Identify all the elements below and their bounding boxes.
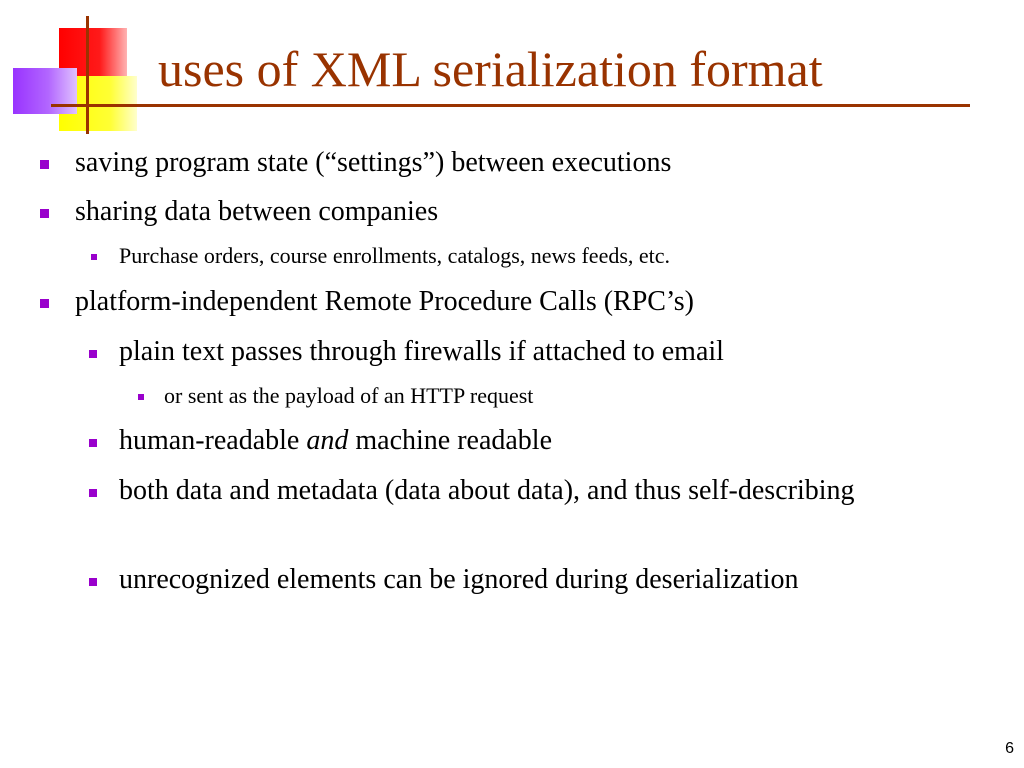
bullet-text: or sent as the payload of an HTTP request (164, 383, 534, 408)
square-bullet-icon (89, 578, 97, 586)
bullet-text-after: machine readable (348, 425, 553, 456)
square-bullet-icon (138, 394, 144, 400)
square-bullet-icon (89, 350, 97, 358)
sub-bullet-item (119, 336, 724, 368)
square-bullet-icon (89, 489, 97, 497)
bullet-item (75, 196, 438, 228)
bullet-text: plain text passes through firewalls if attached to email (119, 336, 724, 367)
square-bullet-icon (40, 209, 49, 218)
bullet-item (75, 286, 694, 318)
sub-bullet-item (119, 564, 799, 596)
bullet-text: platform-independent Remote Procedure Calls (RPC’s) (75, 286, 694, 317)
square-bullet-icon (40, 160, 49, 169)
bullet-text: sharing data between companies (75, 196, 439, 227)
square-bullet-icon (89, 439, 97, 447)
bullet-text-before: human-readable (119, 425, 307, 456)
bullet-text: unrecognized elements can be ignored during deserialization (119, 564, 799, 595)
sub-bullet-item (119, 475, 909, 507)
square-bullet-icon (40, 299, 49, 308)
sub-bullet-item (119, 243, 670, 268)
slide-title: uses of XML serialization format (158, 41, 823, 97)
bullet-text: both data and metadata (data about data), and thus self-describing (119, 475, 855, 506)
square-bullet-icon (91, 254, 97, 260)
sub-sub-bullet-item (164, 383, 533, 408)
bullet-text-emphasis: and (306, 425, 349, 456)
page-number: 6 (1005, 740, 1014, 757)
bullet-item (75, 147, 671, 179)
bullet-text: Purchase orders, course enrollments, catalogs, news feeds, etc. (119, 243, 671, 268)
sub-bullet-item (119, 425, 552, 457)
bullet-text: saving program state (“settings”) between executions (75, 147, 672, 178)
